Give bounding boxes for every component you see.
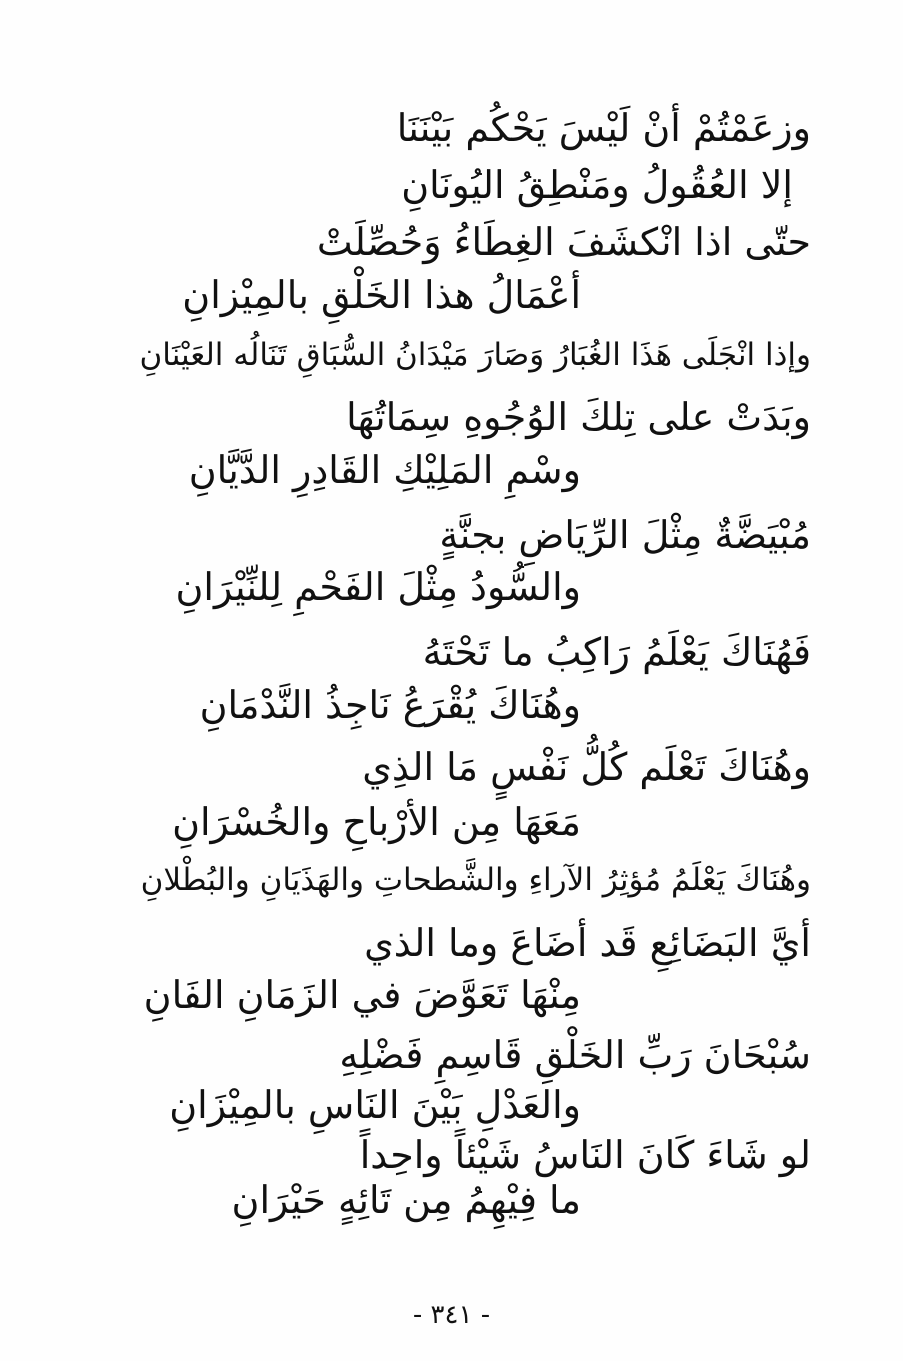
verse-line: وهُنَاكَ تَعْلَم كُلُّ نَفْسٍ مَا الذِي [362,745,811,789]
verse-line: وهُنَاكَ يُقْرَعُ نَاجِذُ النَّدْمَانِ [199,683,581,727]
verse-line: أعْمَالُ هذا الخَلْقِ بالمِيْزانِ [182,273,581,317]
verse-line: مُبْيَضَّةٌ مِثْلَ الرِّيَاضِ بجنَّةٍ [439,513,811,557]
verse-line: سُبْحَانَ رَبِّ الخَلْقِ قَاسِمِ فَضْلِهِ [339,1033,811,1077]
verse-line: إلا العُقُولُ ومَنْطِقُ اليُونَانِ [401,163,793,207]
verse-line: ما فِيْهِمُ مِن تَائِهٍ حَيْرَانِ [231,1178,581,1222]
verse-line: لو شَاءَ كَانَ النَاسُ شَيْئاً واحِداً [359,1133,811,1177]
verse-line: والعَدْلِ بَيْنَ النَاسِ بالمِيْزَانِ [169,1083,581,1127]
verse-line: مِنْهَا تَعَوَّضَ في الزَمَانِ الفَانِ [143,973,581,1017]
verse-line: وهُنَاكَ يَعْلَمُ مُؤثِرُ الآراءِ والشَّطحاتِ والهَذَيَانِ والبُطْلانِ [140,862,811,898]
verse-line: وزعَمْتُمْ أنْ لَيْسَ يَحْكُم بَيْنَنَا [396,106,811,150]
page-number: - ٣٤١ - [412,1300,491,1330]
verse-line: فَهُنَاكَ يَعْلَمُ رَاكِبُ ما تَحْتَهُ [422,630,811,674]
verse-line: وسْمِ المَلِيْكِ القَادِرِ الدَّيَّانِ [188,448,581,492]
verse-line: وإذا انْجَلَى هَذَا الغُبَارُ وَصَارَ مَيْدَانُ السُّبَاقِ تَنَالُه العَيْنَانِ [139,337,811,373]
verse-line: حتّى اذا انْكشَفَ الغِطَاءُ وَحُصِّلَتْ [316,220,811,264]
verse-line: والسُّودُ مِثْلَ الفَحْمِ لِلنِّيْرَانِ [175,565,581,609]
verse-line: أيَّ البَضَائِعِ قَد أضَاعَ وما الذي [364,921,811,965]
verse-line: وبَدَتْ على تِلكَ الوُجُوهِ سِمَاتُهَا [346,395,811,439]
verse-line: مَعَهَا مِن الأرْباحِ والخُسْرَانِ [172,800,581,844]
